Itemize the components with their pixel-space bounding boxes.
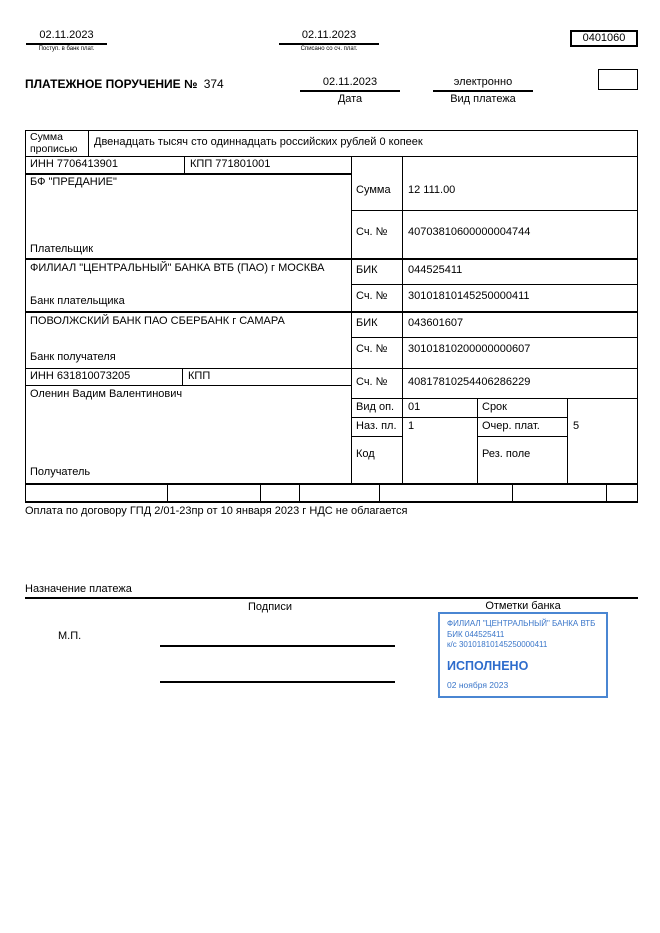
stamp-date: 02 ноября 2023 bbox=[447, 679, 509, 690]
grid-line bbox=[25, 130, 26, 503]
grid-line bbox=[351, 284, 638, 285]
date-label: Дата bbox=[337, 93, 363, 105]
grid-line bbox=[402, 156, 403, 483]
grid-line bbox=[25, 597, 638, 599]
document-title bbox=[25, 78, 224, 91]
reserve-field-label: Рез. поле bbox=[482, 448, 531, 460]
sum-label: Сумма bbox=[356, 184, 391, 196]
purpose-code-value: 1 bbox=[408, 420, 415, 432]
sum-value: 12 111.00 bbox=[408, 184, 456, 196]
payment-type-label: Вид платежа bbox=[450, 93, 516, 105]
payee-bank-bik-value: 043601607 bbox=[408, 317, 464, 329]
payment-type-field bbox=[433, 76, 533, 106]
purpose-code-label: Наз. пл. bbox=[356, 420, 397, 432]
date-field bbox=[300, 76, 400, 106]
payee-account-label: Сч. № bbox=[356, 376, 388, 388]
payee-bank-bik-label: БИК bbox=[356, 317, 378, 329]
empty-code-box bbox=[598, 69, 638, 90]
received-date-field bbox=[26, 29, 107, 53]
grid-line bbox=[167, 483, 168, 501]
stamp-bik: БИК 044525411 bbox=[447, 629, 505, 639]
payer-bank-bik-value: 044525411 bbox=[408, 264, 463, 276]
signature-line bbox=[160, 645, 395, 647]
form-code-box: 0401060 bbox=[570, 30, 638, 47]
payer-bank-name: ФИЛИАЛ "ЦЕНТРАЛЬНЫЙ" БАНКА ВТБ (ПАО) г МОСКВА bbox=[30, 262, 325, 274]
grid-line bbox=[88, 130, 89, 156]
received-date-value: 02.11.2023 bbox=[26, 29, 107, 45]
payer-account-label: Сч. № bbox=[356, 226, 388, 238]
amount-in-words-value: Двенадцать тысяч сто одиннадцать российских рублей 0 копеек bbox=[94, 136, 423, 148]
payee-label: Получатель bbox=[30, 466, 91, 478]
grid-line bbox=[25, 368, 638, 369]
grid-line bbox=[477, 436, 567, 437]
grid-line bbox=[182, 368, 183, 385]
document-number: 374 bbox=[203, 77, 224, 91]
grid-line bbox=[379, 483, 380, 501]
code-label: Код bbox=[356, 448, 375, 460]
payer-bank-bik-label: БИК bbox=[356, 264, 378, 276]
payee-bank-label: Банк получателя bbox=[30, 351, 116, 363]
payer-bank-account-value: 30101810145250000411 bbox=[408, 290, 530, 302]
grid-line bbox=[351, 156, 352, 483]
grid-line bbox=[637, 130, 638, 503]
grid-line bbox=[351, 337, 638, 338]
payee-bank-account-value: 30101810200000000607 bbox=[408, 343, 531, 355]
payment-type-value: электронно bbox=[433, 76, 533, 92]
grid-line bbox=[25, 311, 638, 313]
grid-line bbox=[351, 210, 638, 211]
grid-line bbox=[184, 156, 185, 173]
payee-inn: ИНН 631810073205 bbox=[30, 370, 131, 382]
op-type-value: 01 bbox=[408, 401, 421, 413]
grid-line bbox=[351, 436, 402, 437]
payee-bank-account-label: Сч. № bbox=[356, 343, 388, 355]
payer-inn: ИНН 7706413901 bbox=[30, 158, 119, 170]
payer-bank-account-label: Сч. № bbox=[356, 290, 388, 302]
payer-bank-label: Банк плательщика bbox=[30, 295, 125, 307]
grid-line bbox=[567, 398, 568, 483]
stamp-corr-account: к/с 30101810145250000411 bbox=[447, 640, 548, 649]
document-title-text: ПЛАТЕЖНОЕ ПОРУЧЕНИЕ № bbox=[25, 77, 198, 91]
term-label: Срок bbox=[482, 401, 507, 413]
payee-account-value: 40817810254406286229 bbox=[408, 376, 531, 388]
bank-marks-label: Отметки банка bbox=[485, 600, 561, 612]
grid-line bbox=[477, 398, 478, 483]
priority-label: Очер. плат. bbox=[482, 420, 540, 432]
grid-line bbox=[25, 173, 351, 175]
received-date-label: Поступ. в банк плат. bbox=[38, 46, 95, 52]
signatures-label: Подписи bbox=[248, 601, 292, 613]
payer-name: БФ "ПРЕДАНИЕ" bbox=[30, 176, 117, 188]
debited-date-value: 02.11.2023 bbox=[279, 29, 379, 45]
date-value: 02.11.2023 bbox=[300, 76, 400, 92]
grid-line bbox=[25, 156, 638, 157]
grid-line bbox=[25, 385, 351, 386]
payer-label: Плательщик bbox=[30, 243, 94, 255]
payee-kpp-label: КПП bbox=[188, 370, 211, 382]
grid-line bbox=[606, 483, 607, 501]
grid-line bbox=[260, 483, 261, 501]
debited-date-field bbox=[279, 29, 379, 53]
grid-line bbox=[351, 417, 567, 418]
stamp-status: ИСПОЛНЕНО bbox=[447, 658, 529, 673]
payee-bank-name: ПОВОЛЖСКИЙ БАНК ПАО СБЕРБАНК г САМАРА bbox=[30, 315, 285, 327]
priority-value: 5 bbox=[573, 420, 580, 432]
payment-purpose-label: Назначение платежа bbox=[25, 583, 132, 595]
stamp-bank-name: ФИЛИАЛ "ЦЕНТРАЛЬНЫЙ" БАНКА ВТБ bbox=[447, 619, 596, 628]
debited-date-label: Списано со сч. плат. bbox=[300, 46, 358, 52]
payer-kpp: КПП 771801001 bbox=[190, 158, 271, 170]
grid-line bbox=[25, 483, 638, 485]
grid-line bbox=[351, 398, 638, 399]
grid-line bbox=[25, 258, 638, 260]
grid-line bbox=[25, 130, 638, 131]
payee-name: Оленин Вадим Валентинович bbox=[30, 388, 183, 400]
signature-line bbox=[160, 681, 395, 683]
payer-account-value: 40703810600000004744 bbox=[408, 226, 531, 238]
op-type-label: Вид оп. bbox=[356, 401, 395, 413]
amount-in-words-label: Сумма прописью bbox=[30, 131, 78, 155]
stamp-place-label: М.П. bbox=[58, 630, 82, 642]
grid-line bbox=[512, 483, 513, 501]
bank-stamp bbox=[438, 612, 608, 698]
payment-purpose-text: Оплата по договору ГПД 2/01-23пр от 10 января 2023 г НДС не облагается bbox=[25, 505, 408, 517]
grid-line bbox=[25, 501, 638, 503]
grid-line bbox=[299, 483, 300, 501]
